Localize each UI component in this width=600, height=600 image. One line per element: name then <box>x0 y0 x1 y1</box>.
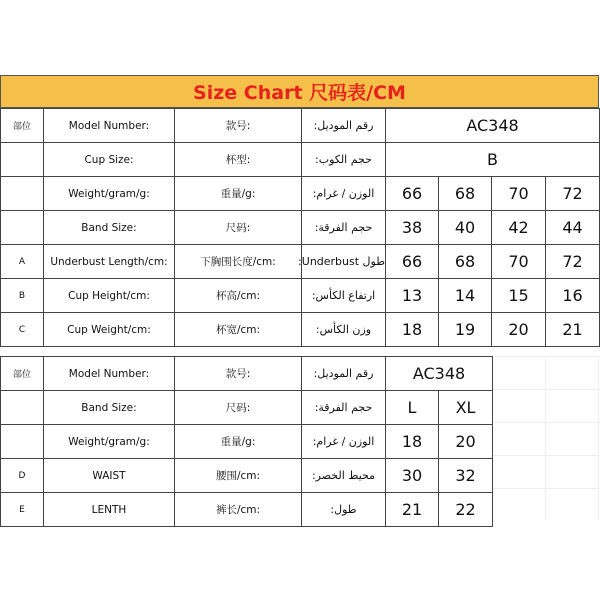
size-value: 16 <box>546 279 600 313</box>
part-index <box>1 425 44 459</box>
table-row <box>1 459 493 493</box>
size-value: 20 <box>439 425 493 459</box>
row-label-en: Cup Size: <box>44 143 175 177</box>
size-value: 14 <box>439 279 492 313</box>
row-label-cn: 下胸围长度/cm: <box>175 245 302 279</box>
size-value: 40 <box>439 211 492 245</box>
row-label-ar: رقم الموديل: <box>302 109 386 143</box>
row-label-cn: 腰围/cm: <box>175 459 302 493</box>
row-label-ar: الوزن / غرام: <box>302 425 386 459</box>
size-value: 19 <box>439 313 492 347</box>
background-grid <box>492 356 600 521</box>
size-chart-title: Size Chart 尺码表/CM <box>193 82 406 104</box>
row-label-ar: رقم الموديل: <box>302 357 386 391</box>
row-label-ar: طول: <box>302 493 386 527</box>
row-label-ar: الوزن / غرام: <box>302 177 386 211</box>
row-label-ar: حجم الفرقة: <box>302 391 386 425</box>
size-value: 21 <box>546 313 600 347</box>
size-value: 22 <box>439 493 493 527</box>
size-value: 66 <box>386 245 439 279</box>
size-table-bra <box>0 108 600 347</box>
table-row <box>1 313 600 347</box>
size-value: 42 <box>492 211 546 245</box>
table-row <box>1 279 600 313</box>
size-value: 68 <box>439 245 492 279</box>
table-row <box>1 245 600 279</box>
row-label-en: Weight/gram/g: <box>44 425 175 459</box>
size-value: 30 <box>386 459 439 493</box>
part-index: D <box>1 459 44 493</box>
size-value: L <box>386 391 439 425</box>
row-label-en: Weight/gram/g: <box>44 177 175 211</box>
row-label-en: Band Size: <box>44 211 175 245</box>
table-row <box>1 425 493 459</box>
row-label-en: Underbust Length/cm: <box>44 245 175 279</box>
size-value: 32 <box>439 459 493 493</box>
row-label-cn: 尺码: <box>175 391 302 425</box>
row-label-cn: 裤长/cm: <box>175 493 302 527</box>
part-index <box>1 143 44 177</box>
table-row <box>1 211 600 245</box>
table-row <box>1 357 493 391</box>
part-index: E <box>1 493 44 527</box>
size-value: 21 <box>386 493 439 527</box>
size-table-briefs <box>0 356 493 527</box>
table-row <box>1 143 600 177</box>
row-label-cn: 尺码: <box>175 211 302 245</box>
size-value: 15 <box>492 279 546 313</box>
row-label-ar: حجم الفرقة: <box>302 211 386 245</box>
size-value: 70 <box>492 177 546 211</box>
row-label-en: Model Number: <box>44 357 175 391</box>
row-label-ar: ارتفاع الكأس: <box>302 279 386 313</box>
table-row <box>1 493 493 527</box>
row-label-ar: وزن الكأس: <box>302 313 386 347</box>
row-label-en: Cup Height/cm: <box>44 279 175 313</box>
part-index: 部位 <box>1 357 44 391</box>
table-row <box>1 109 600 143</box>
size-value: 13 <box>386 279 439 313</box>
size-value: 38 <box>386 211 439 245</box>
row-label-en: Cup Weight/cm: <box>44 313 175 347</box>
size-value: 72 <box>546 177 600 211</box>
size-value: 44 <box>546 211 600 245</box>
part-index: B <box>1 279 44 313</box>
size-chart-banner <box>0 75 599 108</box>
size-value: 18 <box>386 425 439 459</box>
size-value: 20 <box>492 313 546 347</box>
row-label-ar: محيط الخصر: <box>302 459 386 493</box>
table-row <box>1 177 600 211</box>
row-label-ar: حجم الكوب: <box>302 143 386 177</box>
size-value: XL <box>439 391 493 425</box>
row-label-cn: 款号: <box>175 357 302 391</box>
size-value: 68 <box>439 177 492 211</box>
model-number-value: AC348 <box>386 109 600 143</box>
table-row <box>1 391 493 425</box>
part-index <box>1 211 44 245</box>
part-index <box>1 391 44 425</box>
size-value: 70 <box>492 245 546 279</box>
part-index: 部位 <box>1 109 44 143</box>
row-label-en: Model Number: <box>44 109 175 143</box>
part-index: A <box>1 245 44 279</box>
row-label-en: LENTH <box>44 493 175 527</box>
row-label-en: Band Size: <box>44 391 175 425</box>
size-value: 66 <box>386 177 439 211</box>
row-label-cn: 杯型: <box>175 143 302 177</box>
part-index: C <box>1 313 44 347</box>
row-label-cn: 款号: <box>175 109 302 143</box>
row-label-ar: طول Underbust: <box>302 245 386 279</box>
row-label-cn: 杯宽/cm: <box>175 313 302 347</box>
row-label-cn: 重量/g: <box>175 177 302 211</box>
row-label-cn: 杯高/cm: <box>175 279 302 313</box>
row-label-en: WAIST <box>44 459 175 493</box>
part-index <box>1 177 44 211</box>
size-value: 18 <box>386 313 439 347</box>
model-number-value: AC348 <box>386 357 493 391</box>
cup-size-value: B <box>386 143 600 177</box>
row-label-cn: 重量/g: <box>175 425 302 459</box>
size-value: 72 <box>546 245 600 279</box>
